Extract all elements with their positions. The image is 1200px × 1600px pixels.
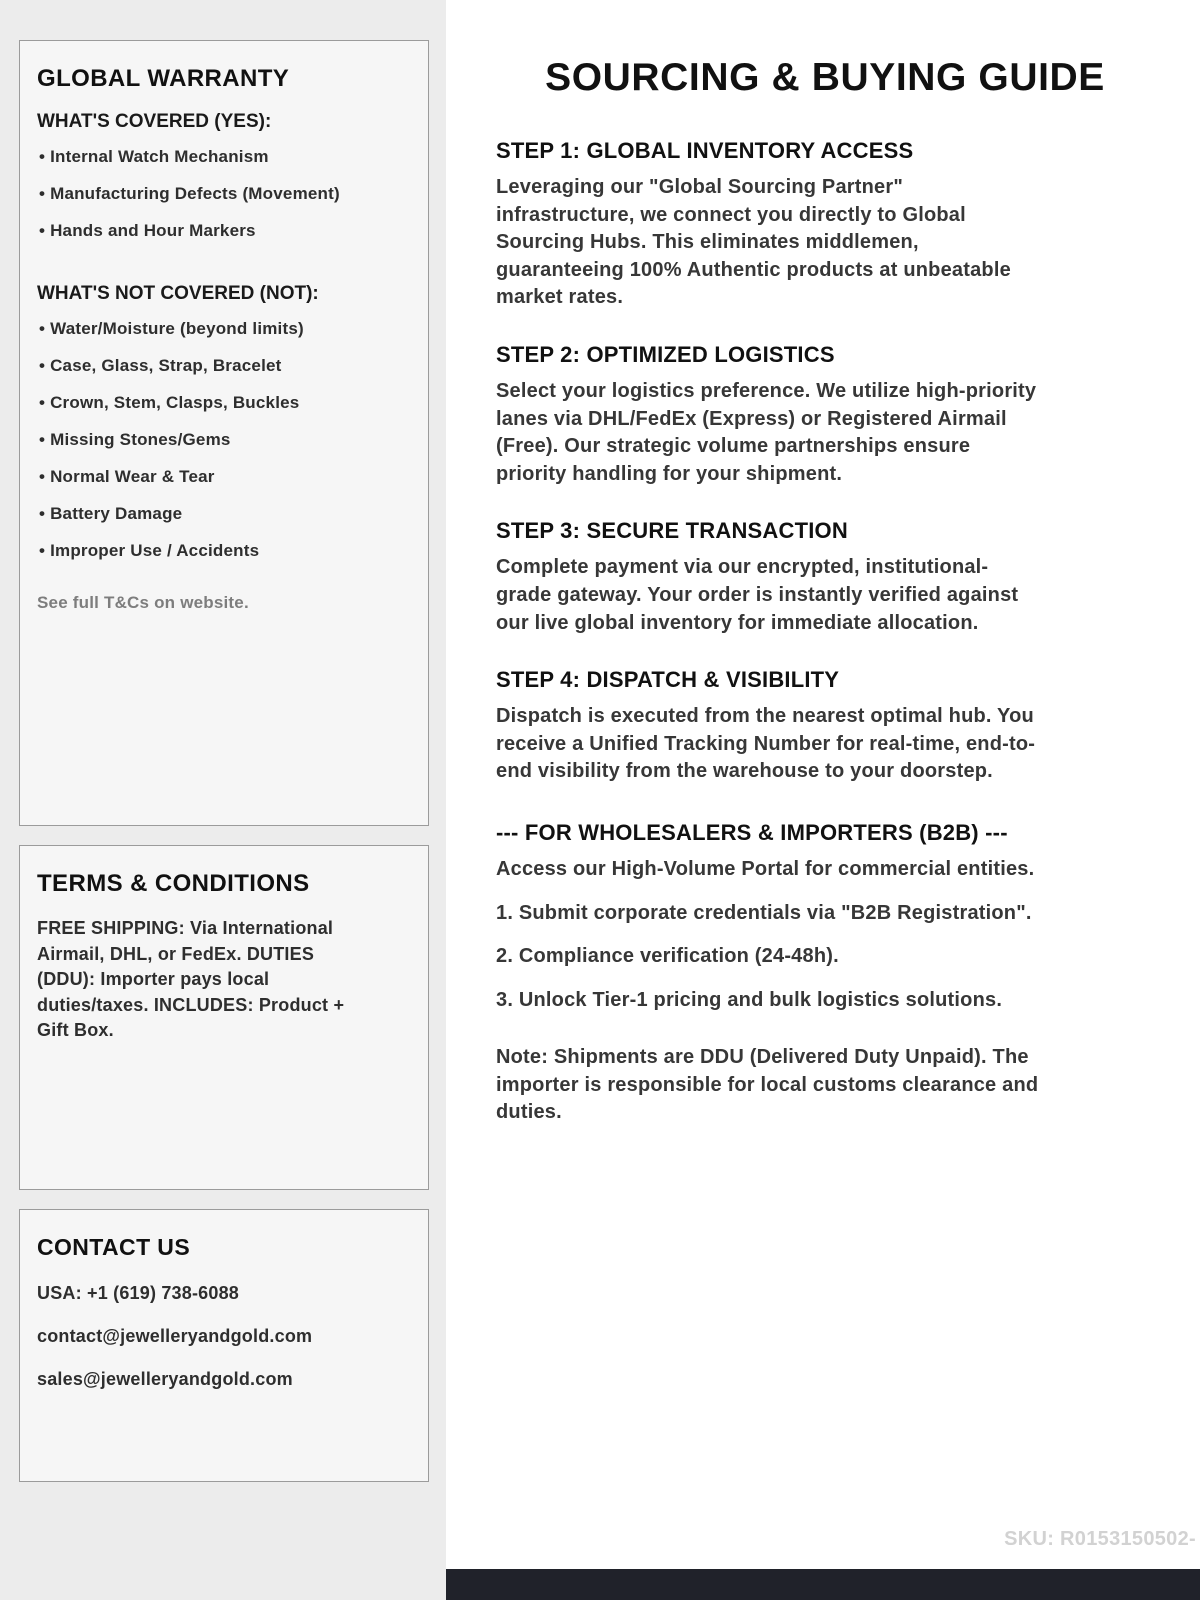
step-1-heading: STEP 1: GLOBAL INVENTORY ACCESS	[496, 138, 914, 163]
contact-email-sales: sales@jewelleryandgold.com	[37, 1369, 293, 1389]
step-1-body: Leveraging our "Global Sourcing Partner" infrastructure, we connect you directly to Global Sourcing Hubs. This eliminates middlemen, guaranteeing 100% Authentic products at unbeatable market rates.	[496, 176, 1011, 309]
contact-phone: USA: +1 (619) 738-6088	[37, 1283, 240, 1303]
main-content	[446, 0, 1200, 1600]
covered-list	[37, 147, 411, 241]
list-item: • Water/Moisture (beyond limits)	[39, 319, 411, 339]
not-covered-heading: WHAT'S NOT COVERED (NOT):	[37, 283, 319, 304]
list-item: • Battery Damage	[39, 504, 411, 524]
step-2-body: Select your logistics preference. We utilize high-priority lanes via DHL/FedEx (Express) or Registered Airmail (Free). Our strategic volume partnerships ensure priority handling for your shipment.	[496, 379, 1037, 485]
contact-email-primary: contact@jewelleryandgold.com	[37, 1326, 313, 1346]
list-item: • Crown, Stem, Clasps, Buckles	[39, 393, 411, 413]
warranty-footnote: See full T&Cs on website.	[37, 593, 249, 612]
step-3-section	[496, 518, 1154, 637]
b2b-item-1: 1. Submit corporate credentials via "B2B Registration".	[496, 901, 1032, 924]
list-item: • Hands and Hour Markers	[39, 221, 411, 241]
footer-bar	[446, 1569, 1200, 1600]
step-2-section	[496, 342, 1154, 488]
step-3-heading: STEP 3: SECURE TRANSACTION	[496, 518, 848, 544]
step-4-heading: STEP 4: DISPATCH & VISIBILITY	[496, 667, 840, 693]
warranty-title: GLOBAL WARRANTY	[37, 65, 290, 92]
b2b-intro: Access our High-Volume Portal for commercial entities.	[496, 857, 1035, 880]
step-1-section	[496, 138, 1154, 312]
step-3-body: Complete payment via our encrypted, institutional-grade gateway. Your order is instantly verified against our live global inventory for immediate allocation.	[496, 556, 1019, 634]
list-item: • Internal Watch Mechanism	[39, 147, 411, 167]
sidebar	[0, 0, 446, 1600]
sku-label: SKU: R0153150502-	[1004, 1528, 1196, 1550]
warranty-box	[19, 40, 429, 826]
b2b-item-3: 3. Unlock Tier-1 pricing and bulk logistics solutions.	[496, 988, 1003, 1011]
step-2-heading: STEP 2: OPTIMIZED LOGISTICS	[496, 341, 835, 367]
not-covered-list	[37, 319, 411, 561]
b2b-note: Note: Shipments are DDU (Delivered Duty Unpaid). The importer is responsible for local customs clearance and duties.	[496, 1046, 1039, 1124]
step-4-section	[496, 667, 1154, 786]
list-item: • Normal Wear & Tear	[39, 467, 411, 487]
list-item: • Missing Stones/Gems	[39, 430, 411, 450]
list-item: • Case, Glass, Strap, Bracelet	[39, 356, 411, 376]
list-item: • Improper Use / Accidents	[39, 541, 411, 561]
terms-title: TERMS & CONDITIONS	[37, 870, 310, 897]
covered-heading: WHAT'S COVERED (YES):	[37, 111, 272, 132]
list-item: • Manufacturing Defects (Movement)	[39, 184, 411, 204]
terms-body: FREE SHIPPING: Via International Airmail, DHL, or FedEx. DUTIES (DDU): Importer pays local duties/taxes. INCLUDES: Product + Gift Box.	[37, 918, 345, 1041]
contact-title: CONTACT US	[37, 1234, 191, 1260]
terms-box	[19, 845, 429, 1190]
b2b-section	[496, 820, 1154, 1127]
page-title: SOURCING & BUYING GUIDE	[545, 56, 1105, 99]
step-4-body: Dispatch is executed from the nearest optimal hub. You receive a Unified Tracking Number for real-time, end-to-end visibility from the warehouse to your doorstep.	[496, 705, 1036, 783]
b2b-heading: --- FOR WHOLESALERS & IMPORTERS (B2B) ---	[496, 819, 1008, 845]
b2b-item-2: 2. Compliance verification (24-48h).	[496, 945, 839, 968]
contact-box	[19, 1209, 429, 1482]
